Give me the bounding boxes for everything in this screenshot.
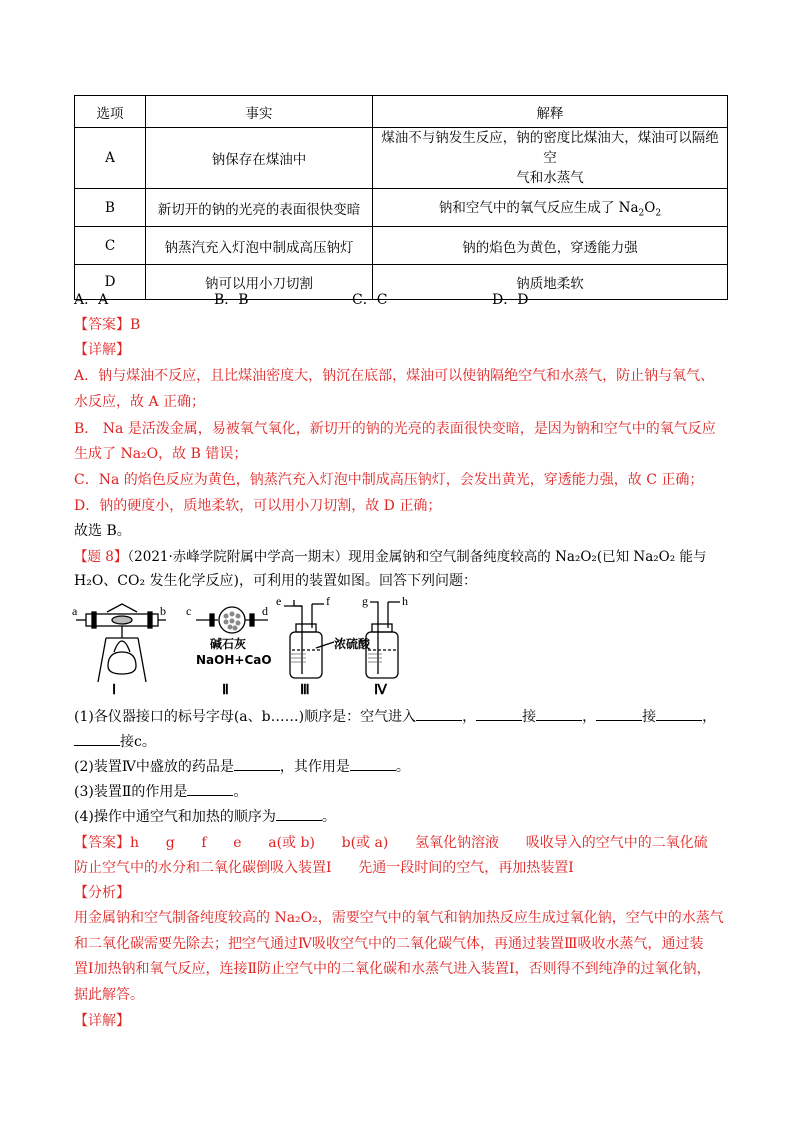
roman-iii: Ⅲ [300,683,310,698]
q1-tail: 接c。 [120,734,156,750]
q2-text: (2)装置Ⅳ中盛放的药品是 [74,759,234,775]
answer-line-2 [74,832,708,852]
analysis-tag: 【分析】 [74,885,130,901]
row-option: A [75,128,146,189]
detail-line: 水反应，故 A 正确； [74,394,206,410]
row-fact: 钠蒸汽充入灯泡中制成高压钠灯 [146,227,373,265]
header-explanation: 解释 [373,96,728,128]
label-e: e [276,594,282,608]
analysis-line: 置Ⅰ加热钠和氧气反应，连接Ⅱ防止空气中的二氧化碳和水蒸气进入装置Ⅰ，否则得不到纯净的过氧化钠， [74,961,711,977]
q3-tail: 。 [233,784,248,800]
label-h: h [402,594,408,608]
answer-values: h g f e a(或 b) b(或 a) 氢氧化钠溶液 吸收导入的空气中的二氧化硫 [130,835,708,851]
table-header-row [75,96,728,128]
label-d: d [262,604,268,618]
explanation-line: 煤油不与钠发生反应，钠的密度比煤油大，煤油可以隔绝空 [381,130,719,166]
answer-line-2b: 防止空气中的水分和二氧化碳倒吸入装置Ⅰ 先通一段时间的空气，再加热装置Ⅰ [74,860,574,876]
detail-line: 生成了 Na₂O，故 B 错误； [74,446,248,462]
answer-tag: 【答案】 [74,317,130,333]
choice-d: D．D [492,292,529,308]
label-g: g [362,594,368,608]
choice-b: B．B [214,292,249,308]
roman-iv: Ⅳ [374,683,387,698]
analysis-line: 和二氧化碳需要先除去；把空气通过Ⅳ吸收空气中的二氧化碳气体，再通过装置Ⅲ吸收水蒸气，通过装 [74,936,704,952]
row-explanation [373,128,728,189]
apparatus-figure [72,592,422,698]
q1-text: (1)各仪器接口的标号字母(a、b……)顺序是：空气进入 [74,709,417,725]
subquestion-3 [74,781,247,801]
roman-ii: Ⅱ [222,683,229,698]
analysis-line: 用金属钠和空气制备纯度较高的 Na₂O₂，需要空气中的氧气和钠加热反应生成过氧化钠，空气中的水蒸气 [74,910,724,926]
detail-line: 故选 B。 [74,523,131,539]
q3-text: (3)装置Ⅱ的作用是 [74,784,188,800]
analysis-line: 据此解答。 [74,987,144,1003]
subquestion-1: (1)各仪器接口的标号字母(a、b……)顺序是：空气进入 ， 接 ， 接 ， [74,709,717,725]
question-line-2: H₂O、CO₂ 发生化学反应)，可利用的装置如图。回答下列问题： [74,573,478,589]
detail-line: C．Na 的焰色反应为黄色，钠蒸汽充入灯泡中制成高压钠灯，会发出黄光，穿透能力强，故 C 正确； [74,472,704,488]
label-a: a [72,604,78,618]
reagent-ii-2: NaOH+CaO [196,653,272,667]
row-fact: 钠保存在煤油中 [146,128,373,189]
detail-tag-1: 【详解】 [74,342,130,358]
answer-value: B [130,317,141,333]
q4-text: (4)操作中通空气和加热的顺序为 [74,809,276,825]
row-explanation: 钠和空气中的氧气反应生成了 $Na_2O_2$ [373,189,728,227]
row-option: C [75,227,146,265]
question-tag: 【题 8】 [74,549,128,565]
row-fact: 钠可以用小刀切割 [146,265,373,300]
q2-tail: 。 [395,759,410,775]
reagent-iii: 浓硫酸 [334,637,371,651]
label-c: c [186,604,192,618]
table-row [75,189,728,227]
header-option: 选项 [75,96,146,128]
reagent-ii-1: 碱石灰 [210,637,247,651]
table-row [75,227,728,265]
q2-mid: ，其作用是 [279,759,350,775]
table-row [75,265,728,300]
subquestion-1-cont [74,731,156,751]
detail-tag-2: 【详解】 [74,1013,130,1029]
detail-line: A．钠与煤油不反应，且比煤油密度大，钠沉在底部，煤油可以使钠隔绝空气和水蒸气，防止钠与氧气、 [74,368,715,384]
row-explanation: 钠的焰色为黄色，穿透能力强 [373,227,728,265]
choice-a: A．A [74,292,109,308]
roman-i: Ⅰ [112,683,117,698]
row-fact: 新切开的钠的光亮的表面很快变暗 [146,189,373,227]
row-explanation: 钠质地柔软 [373,265,728,300]
explanation-text: 钠和空气中的氧气反应生成了 Na [438,200,639,217]
q4-tail: 。 [321,809,336,825]
question-line-1 [74,545,706,565]
row-option: D [75,265,146,300]
subquestion-2 [74,756,410,776]
choice-c: C．C [352,292,388,308]
row-option: B [75,189,146,227]
question-text: （2021·赤峰学院附属中学高一期末）现用金属钠和空气制备纯度较高的 Na₂O₂(已知 Na₂O₂ 能与 [127,549,707,565]
detail-line: B． Na 是活泼金属，易被氧气氧化，新切开的钠的光亮的表面很快变暗，是因为钠和空气中的氧气反应 [74,421,716,437]
facts-table [74,95,728,300]
label-f: f [326,594,330,608]
answer-line-1 [74,314,140,334]
detail-line: D．钠的硬度小，质地柔软，可以用小刀切割，故 D 正确； [74,498,442,514]
header-fact: 事实 [146,96,373,128]
answer-tag: 【答案】 [74,835,130,851]
subquestion-4 [74,806,336,826]
label-b: b [160,604,166,618]
table-row [75,128,728,189]
explanation-line: 气和水蒸气 [516,170,584,186]
